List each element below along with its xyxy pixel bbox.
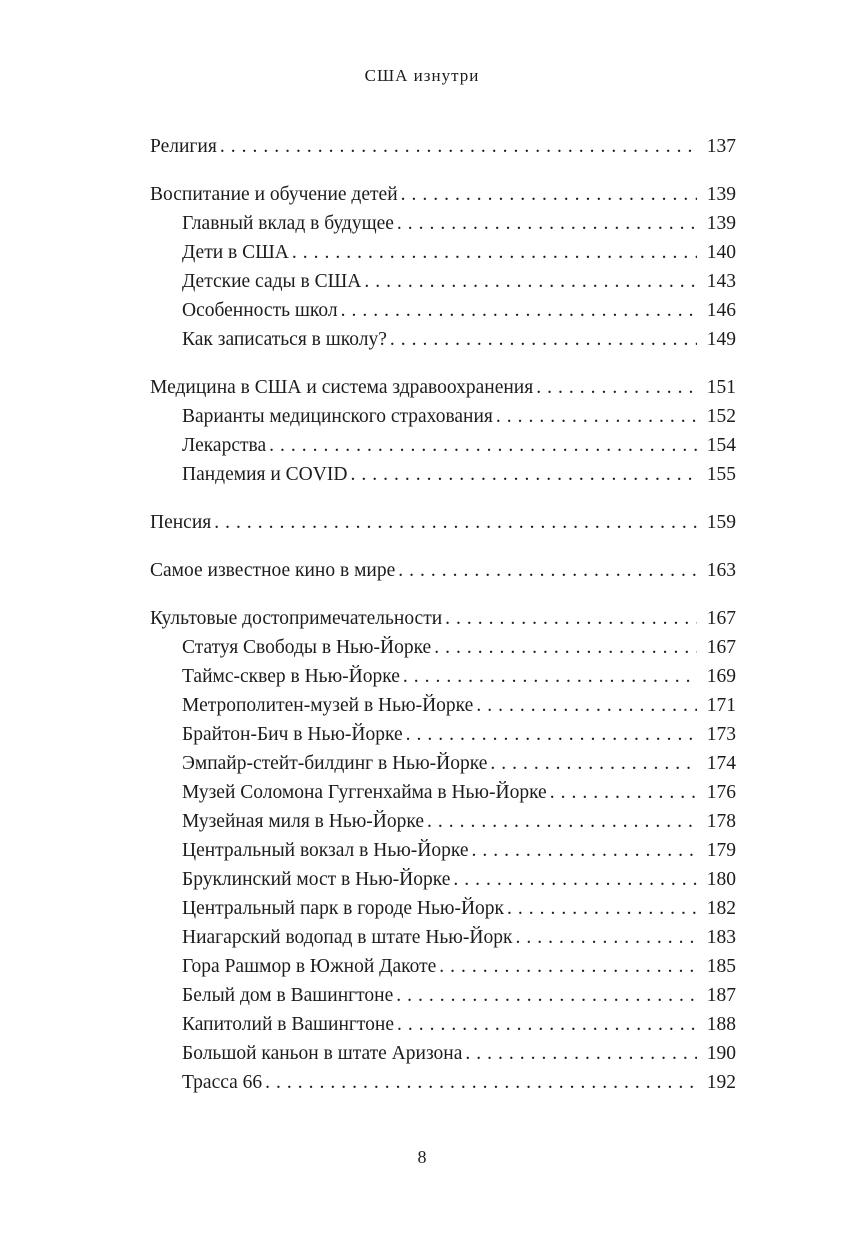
toc-entry-page: 192 (706, 1072, 736, 1093)
toc-entry-title: Дети в США (182, 242, 289, 263)
toc-entry-title: Медицина в США и система здравоохранения (150, 377, 534, 398)
toc-entry-page: 139 (706, 213, 736, 234)
toc-entry-page: 149 (706, 329, 736, 350)
toc-entry (150, 460, 736, 489)
toc-entry-page: 174 (706, 753, 736, 774)
toc-entry (150, 865, 736, 894)
dot-leader (434, 633, 697, 662)
toc-entry-title: Статуя Свободы в Нью-Йорке (182, 637, 432, 658)
toc-entry-title: Воспитание и обучение детей (150, 184, 398, 205)
dot-leader (269, 431, 697, 460)
toc-entry-title: Ниагарский водопад в штате Нью-Йорк (182, 927, 513, 948)
toc-entry (150, 778, 736, 807)
toc-entry (150, 296, 736, 325)
toc-entry (150, 209, 736, 238)
dot-leader (550, 778, 697, 807)
dot-leader (401, 180, 697, 209)
toc-entry-page: 159 (706, 512, 736, 533)
toc-entry-title: Центральный вокзал в Нью-Йорке (182, 840, 469, 861)
toc-entry-page: 140 (706, 242, 736, 263)
dot-leader (397, 209, 697, 238)
dot-leader (350, 460, 697, 489)
toc-entry-page: 180 (706, 869, 736, 890)
toc-entry (150, 132, 736, 161)
toc-entry-page: 190 (706, 1043, 736, 1064)
toc-entry (150, 894, 736, 923)
toc-entry-title: Особенность школ (182, 300, 338, 321)
toc-entry-page: 154 (706, 435, 736, 456)
dot-leader (472, 836, 697, 865)
dot-leader (445, 604, 697, 633)
dot-leader (490, 749, 697, 778)
dot-leader (398, 556, 697, 585)
toc-entry-page: 151 (706, 377, 736, 398)
toc-entry-title: Капитолий в Вашингтоне (182, 1014, 394, 1035)
toc-entry (150, 604, 736, 633)
toc-entry-title: Большой каньон в штате Аризона (182, 1043, 463, 1064)
dot-leader (536, 373, 697, 402)
dot-leader (265, 1068, 697, 1097)
table-of-contents (150, 132, 736, 1097)
dot-leader (515, 923, 697, 952)
dot-leader (439, 952, 697, 981)
toc-entry-title: Пенсия (150, 512, 212, 533)
toc-entry-title: Метрополитен-музей в Нью-Йорке (182, 695, 474, 716)
toc-entry-title: Религия (150, 136, 217, 157)
toc-entry-page: 179 (706, 840, 736, 861)
toc-entry (150, 508, 736, 537)
dot-leader (476, 691, 697, 720)
dot-leader (465, 1039, 697, 1068)
toc-entry-page: 176 (706, 782, 736, 803)
toc-entry-title: Главный вклад в будущее (182, 213, 394, 234)
toc-entry (150, 556, 736, 585)
toc-entry (150, 836, 736, 865)
toc-entry-page: 169 (706, 666, 736, 687)
dot-leader (397, 1010, 697, 1039)
toc-entry-title: Таймс-сквер в Нью-Йорке (182, 666, 400, 687)
toc-entry (150, 981, 736, 1010)
toc-entry-title: Пандемия и COVID (182, 464, 348, 485)
toc-entry (150, 633, 736, 662)
toc-entry-page: 167 (706, 608, 736, 629)
toc-entry (150, 180, 736, 209)
toc-entry (150, 373, 736, 402)
dot-leader (214, 508, 697, 537)
toc-entry (150, 1068, 736, 1097)
toc-entry-title: Трасса 66 (182, 1072, 263, 1093)
toc-entry-title: Музейная миля в Нью-Йорке (182, 811, 425, 832)
toc-entry (150, 1039, 736, 1068)
toc-entry (150, 720, 736, 749)
toc-entry-page: 173 (706, 724, 736, 745)
dot-leader (292, 238, 697, 267)
page-number: 8 (417, 1147, 427, 1167)
toc-entry (150, 325, 736, 354)
running-head: США изнутри (364, 66, 480, 85)
toc-entry (150, 267, 736, 296)
toc-entry-page: 185 (706, 956, 736, 977)
toc-entry-page: 183 (706, 927, 736, 948)
toc-entry (150, 238, 736, 267)
toc-entry (150, 807, 736, 836)
toc-entry (150, 402, 736, 431)
dot-leader (507, 894, 697, 923)
toc-entry-page: 182 (706, 898, 736, 919)
toc-entry-title: Бруклинский мост в Нью-Йорке (182, 869, 451, 890)
toc-entry (150, 952, 736, 981)
toc-entry-title: Лекарства (182, 435, 267, 456)
toc-entry-title: Музей Соломона Гуггенхайма в Нью-Йорке (182, 782, 547, 803)
dot-leader (396, 981, 697, 1010)
toc-entry-page: 152 (706, 406, 736, 427)
toc-entry (150, 923, 736, 952)
toc-entry-page: 167 (706, 637, 736, 658)
toc-entry-title: Центральный парк в городе Нью-Йорк (182, 898, 504, 919)
dot-leader (453, 865, 697, 894)
toc-entry-page: 137 (706, 136, 736, 157)
toc-entry-page: 163 (706, 560, 736, 581)
toc-entry (150, 662, 736, 691)
dot-leader (406, 720, 697, 749)
dot-leader (220, 132, 697, 161)
toc-entry-page: 187 (706, 985, 736, 1006)
toc-entry-page: 155 (706, 464, 736, 485)
toc-entry-title: Самое известное кино в мире (150, 560, 396, 581)
dot-leader (496, 402, 697, 431)
toc-entry-title: Белый дом в Вашингтоне (182, 985, 394, 1006)
toc-entry (150, 431, 736, 460)
toc-entry-title: Культовые достопримечательности (150, 608, 443, 629)
dot-leader (390, 325, 697, 354)
dot-leader (364, 267, 697, 296)
toc-entry-page: 139 (706, 184, 736, 205)
toc-entry-page: 143 (706, 271, 736, 292)
toc-entry-title: Брайтон-Бич в Нью-Йорке (182, 724, 403, 745)
toc-entry-page: 188 (706, 1014, 736, 1035)
toc-entry-title: Гора Рашмор в Южной Дакоте (182, 956, 437, 977)
toc-entry-page: 178 (706, 811, 736, 832)
toc-entry (150, 691, 736, 720)
toc-entry-title: Эмпайр-стейт-билдинг в Нью-Йорке (182, 753, 488, 774)
toc-entry-title: Как записаться в школу? (182, 329, 387, 350)
dot-leader (427, 807, 697, 836)
toc-entry-page: 146 (706, 300, 736, 321)
toc-entry (150, 1010, 736, 1039)
toc-entry-title: Варианты медицинского страхования (182, 406, 493, 427)
dot-leader (341, 296, 697, 325)
toc-entry (150, 749, 736, 778)
toc-entry-title: Детские сады в США (182, 271, 362, 292)
dot-leader (403, 662, 697, 691)
toc-entry-page: 171 (706, 695, 736, 716)
